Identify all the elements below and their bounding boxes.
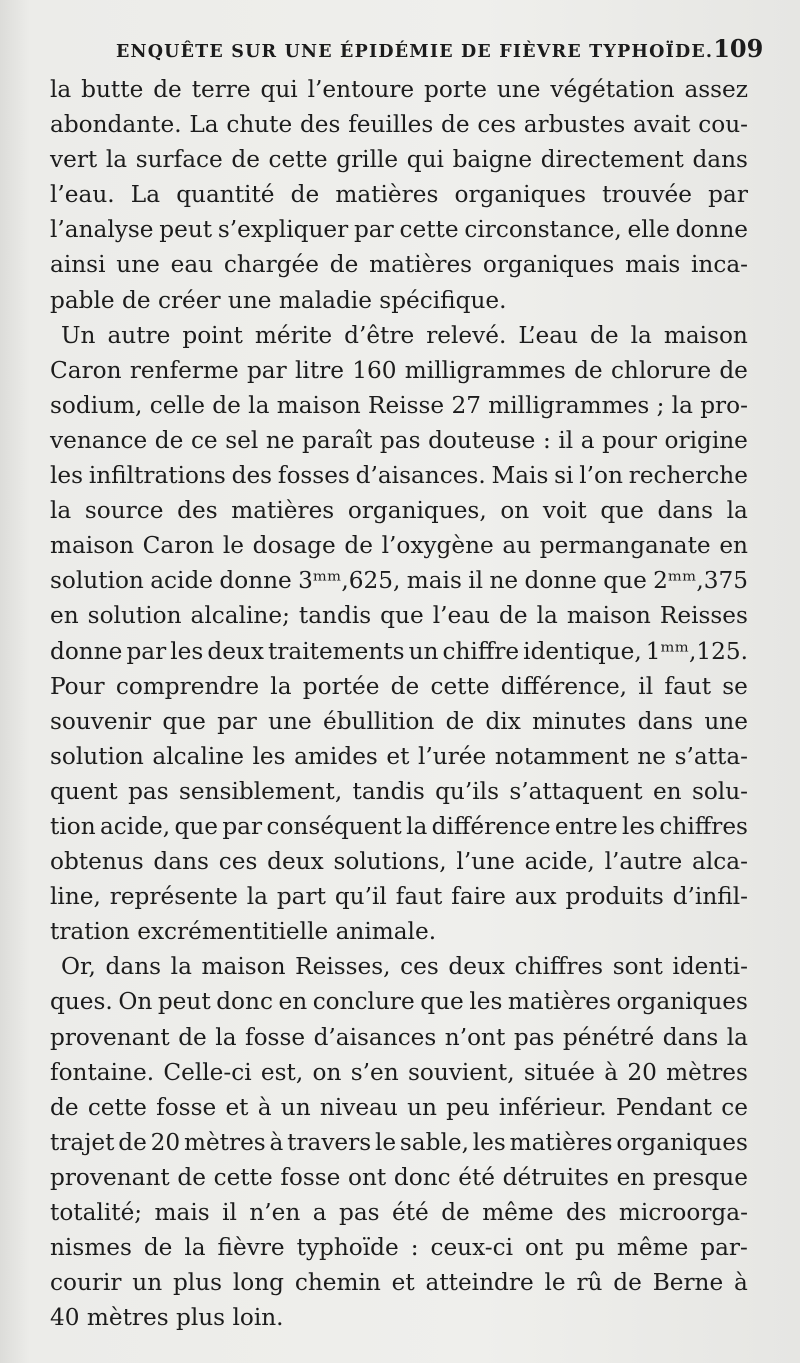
text-line: Caron renferme par litre 160 milligrammes de chlorure de (50, 356, 748, 384)
text-line: totalité; mais il n’en a pas été de même des microorga- (50, 1199, 748, 1226)
text-line: abondante. La chute des feuilles de ces arbustes avait cou- (50, 111, 748, 139)
text-line: Pour comprendre la portée de cette différence, il faut se (50, 672, 748, 700)
text-line: tration excrémentitielle animale. (50, 918, 437, 946)
page-number: 109 (713, 34, 764, 63)
text-line: line, représente la part qu’il faut faire aux produits d’infil- (50, 883, 748, 911)
text-line: pable de créer une maladie spécifique. (50, 286, 507, 314)
text-line: les infiltrations des fosses d’aisances. Mais si l’on recherche (50, 462, 748, 490)
text-line: courir un plus long chemin et atteindre le rû de Berne à (50, 1269, 748, 1297)
text-line: Un autre point mérite d’être relevé. L’eau de la maison (61, 321, 748, 349)
text-line: ques. On peut donc en conclure que les matières organiques (50, 988, 748, 1016)
text-line: obtenus dans ces deux solutions, l’une acide, l’autre alca- (50, 848, 748, 876)
text-line: solution alcaline les amides et l’urée notamment ne s’atta- (50, 742, 748, 770)
text-line: solution acide donne 3ᵐᵐ,625, mais il ne donne que 2ᵐᵐ,375 (50, 567, 748, 595)
running-title: ENQUÊTE SUR UNE ÉPIDÉMIE DE FIÈVRE TYPHOÏDE. (116, 42, 714, 62)
text-line: en solution alcaline; tandis que l’eau de la maison Reisses (50, 602, 748, 630)
text-line: souvenir que par une ébullition de dix minutes dans une (50, 707, 748, 735)
running-head (116, 34, 762, 63)
body-text (50, 72, 748, 1335)
text-line: la butte de terre qui l’entoure porte une végétation assez (50, 76, 748, 103)
text-line: la source des matières organiques, on voit que dans la (50, 497, 748, 525)
text-line: l’eau. La quantité de matières organiques trouvée par (50, 181, 748, 209)
text-line: maison Caron le dosage de l’oxygène au permanganate en (50, 532, 748, 560)
text-line: ainsi une eau chargée de matières organiques mais inca- (50, 251, 748, 279)
text-line: provenant de cette fosse ont donc été détruites en presque (50, 1163, 748, 1191)
text-line: sodium, celle de la maison Reisse 27 milligrammes ; la pro- (50, 391, 748, 419)
text-line: venance de ce sel ne paraît pas douteuse : il a pour origine (50, 426, 748, 454)
text-line: donne par les deux traitements un chiffre identique, 1ᵐᵐ,125. (50, 637, 748, 665)
text-line: tion acide, que par conséquent la différence entre les chiffres (50, 812, 748, 840)
text-line: vert la surface de cette grille qui baigne directement dans (50, 146, 748, 174)
text-line: de cette fosse et à un niveau un peu inférieur. Pendant ce (50, 1093, 748, 1121)
text-line: 40 mètres plus loin. (50, 1304, 284, 1332)
text-line: nismes de la fièvre typhoïde : ceux-ci ont pu même par- (50, 1234, 748, 1262)
text-line: quent pas sensiblement, tandis qu’ils s’attaquent en solu- (50, 777, 748, 805)
text-line: trajet de 20 mètres à travers le sable, les matières organiques (50, 1128, 748, 1156)
text-line: provenant de la fosse d’aisances n’ont pas pénétré dans la (50, 1023, 748, 1051)
text-line: Or, dans la maison Reisses, ces deux chiffres sont identi- (61, 953, 748, 981)
text-line: l’analyse peut s’expliquer par cette circonstance, elle donne (50, 216, 748, 244)
text-line: fontaine. Celle-ci est, on s’en souvient, située à 20 mètres (50, 1058, 748, 1086)
